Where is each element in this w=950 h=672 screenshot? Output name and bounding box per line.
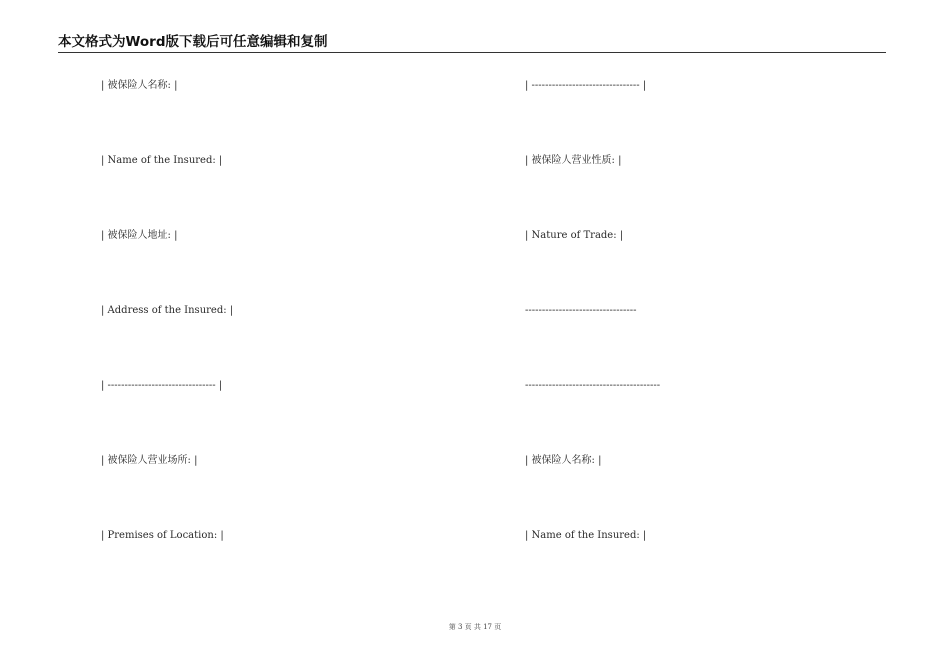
right-line-nature-of-trade-en: | Nature of Trade: | xyxy=(525,230,624,241)
page-header xyxy=(58,34,886,53)
right-line-nature-of-trade-cn: | 被保险人营业性质: | xyxy=(525,155,622,166)
right-line-dash-long: ---------------------------------------- xyxy=(525,380,661,391)
left-line-separator: | -------------------------------- | xyxy=(101,380,223,391)
right-line-insured-name-en: | Name of the Insured: | xyxy=(525,530,647,541)
left-line-insured-address-cn: | 被保险人地址: | xyxy=(101,230,178,241)
left-line-insured-name-cn: | 被保险人名称: | xyxy=(101,80,178,91)
left-line-premises-cn: | 被保险人营业场所: | xyxy=(101,455,198,466)
left-line-premises-en: | Premises of Location: | xyxy=(101,530,224,541)
right-line-insured-name-cn: | 被保险人名称: | xyxy=(525,455,602,466)
right-line-dash-short: --------------------------------- xyxy=(525,305,637,316)
left-line-insured-name-en: | Name of the Insured: | xyxy=(101,155,223,166)
right-line-separator: | -------------------------------- | xyxy=(525,80,647,91)
header-title: 本文格式为Word版下载后可任意编辑和复制 xyxy=(58,34,328,50)
left-line-insured-address-en: | Address of the Insured: | xyxy=(101,305,234,316)
page-number: 第 3 页 共 17 页 xyxy=(448,623,502,631)
